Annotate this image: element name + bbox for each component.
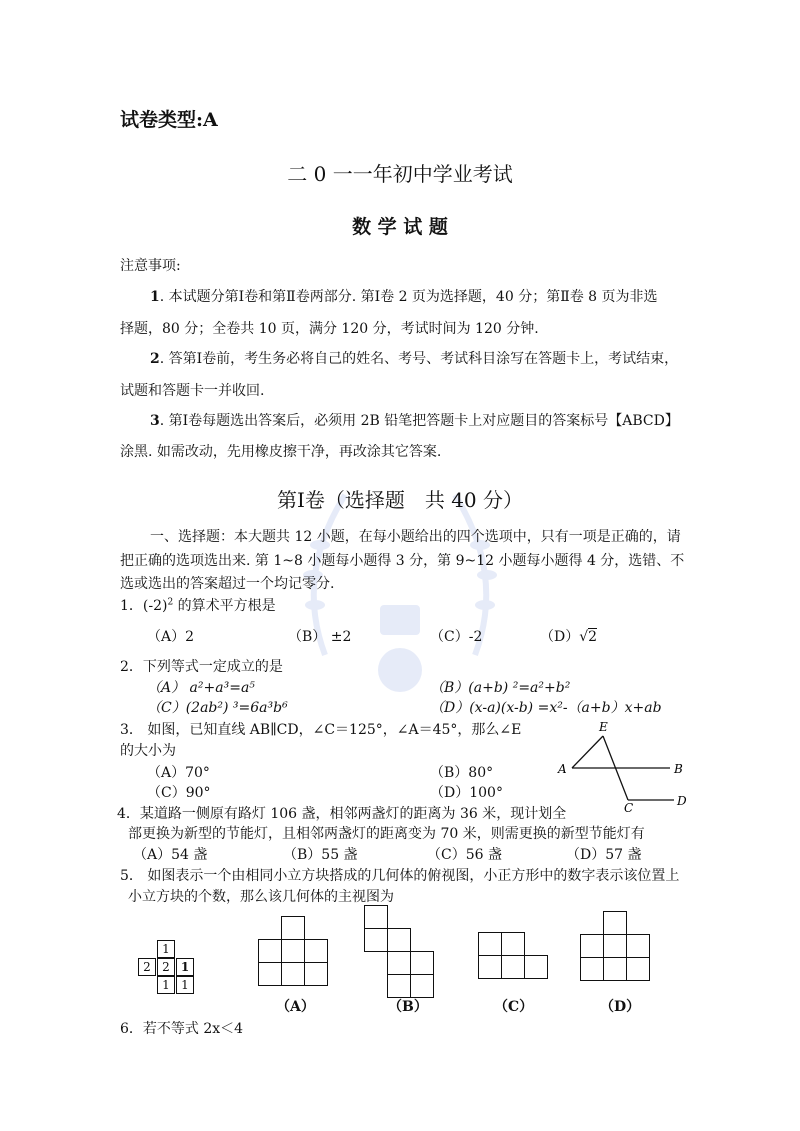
notice-item-1 (150, 286, 658, 306)
cube-square (258, 962, 282, 986)
q3-option-d: （D）100° (430, 785, 503, 801)
notice-item-3-number: 3 (150, 413, 160, 429)
q4-option-d: （D）57 盏 (566, 847, 642, 863)
notice-item-3-line2: 涂黑. 如需改动，先用橡皮擦干净，再改涂其它答案. (120, 444, 442, 460)
notice-item-3 (150, 410, 679, 430)
top-view-cell: 2 (157, 958, 175, 976)
cube-square (603, 934, 627, 958)
exam-title: 二 0 一一年初中学业考试 (287, 162, 513, 186)
q3-stem-line1: 3． 如图，已知直线 AB∥CD，∠C＝125°，∠A＝45°，那么∠E (120, 722, 522, 738)
q5-option-c-figure (478, 932, 558, 982)
q5-option-d-figure (580, 911, 660, 983)
q5-top-view-grid (138, 940, 198, 1000)
cube-square (304, 939, 328, 963)
q1-stem-exponent: 2 (167, 597, 174, 608)
q1-stem (120, 595, 276, 615)
cube-square (626, 957, 650, 981)
cube-square (258, 939, 282, 963)
top-view-cell: 1 (176, 958, 194, 976)
q5-option-a-figure (258, 916, 338, 988)
top-view-cell: 2 (138, 958, 156, 976)
subject-title: 数 学 试 题 (352, 216, 448, 238)
notice-item-2-line1: . 答第Ⅰ卷前，考生务必将自己的姓名、考号、考试科目涂写在答题卡上，考试结束， (159, 351, 679, 367)
q6-stem: 6．若不等式 2x＜4 (120, 1021, 244, 1037)
q1-option-d (540, 626, 597, 646)
notice-heading: 注意事项: (120, 258, 181, 274)
notice-item-1-line1: . 本试题分第Ⅰ卷和第Ⅱ卷两部分. 第Ⅰ卷 2 页为选择题，40 分；第Ⅱ卷 8 页为非选 (159, 289, 658, 305)
cube-square (304, 962, 328, 986)
q5-option-c-label: （C） (494, 999, 534, 1015)
sqrt-symbol-icon: √ (579, 629, 589, 645)
cube-square (478, 932, 502, 956)
cube-square (626, 934, 650, 958)
label-b: B (674, 762, 683, 776)
q1-option-c: （C）-2 (430, 629, 483, 645)
cube-square (501, 932, 525, 956)
cube-square (387, 928, 411, 952)
cube-square (410, 951, 434, 975)
cube-square (410, 974, 434, 998)
label-e: E (599, 720, 608, 734)
cube-square (501, 955, 525, 979)
notice-item-2 (150, 348, 678, 368)
q3-option-b: （B）80° (430, 765, 494, 781)
cube-square (281, 939, 305, 963)
q1-option-d-label: （D） (540, 629, 580, 645)
q5-option-b-figure (364, 905, 444, 997)
top-view-cell: 1 (176, 976, 194, 994)
q1-option-a: （A）2 (147, 629, 195, 645)
q5-option-a-label: （A） (276, 999, 315, 1015)
notice-item-3-line1: . 第Ⅰ卷每题选出答案后，必须用 2B 铅笔把答题卡上对应题目的答案标号【ABCD】 (159, 413, 679, 429)
label-c: C (624, 801, 634, 815)
cube-square (364, 928, 388, 952)
cube-square (603, 911, 627, 935)
notice-item-1-number: 1 (150, 289, 160, 305)
section-intro-line3: 选或选出的答案超过一个均记零分. (120, 576, 335, 592)
label-d: D (677, 794, 687, 808)
paper-type-label: 试卷类型:A (120, 109, 218, 131)
cube-square (281, 962, 305, 986)
line-ae (572, 736, 603, 768)
q2-option-a: （A） a²+a³=a⁵ (147, 680, 255, 696)
q3-geometry-figure (550, 718, 700, 818)
q5-option-d-label: （D） (600, 999, 641, 1015)
q3-option-c: （C）90° (147, 785, 211, 801)
q2-option-d: （D）(x-a)(x-b) =x²-（a+b）x+ab (430, 700, 662, 716)
cube-square (387, 974, 411, 998)
cube-square (478, 955, 502, 979)
cube-square (524, 955, 548, 979)
q5-stem-line1: 5． 如图表示一个由相同小立方块搭成的几何体的俯视图，小正方形中的数字表示该位置上 (120, 868, 680, 884)
q5-stem-line2: 小立方块的个数，那么该几何体的主视图为 (128, 889, 394, 905)
q4-stem-line1: 4．某道路一侧原有路灯 106 盏，相邻两盏灯的距离为 36 米，现计划全 (117, 806, 567, 822)
q2-stem: 2．下列等式一定成立的是 (120, 659, 283, 675)
q3-stem-line2: 的大小为 (120, 743, 176, 759)
section-intro-line1: 一、选择题：本大题共 12 小题，在每小题给出的四个选项中，只有一项是正确的，请 (150, 529, 681, 545)
label-a: A (558, 762, 567, 776)
q2-option-b: （B）(a+b) ²=a²+b² (430, 680, 571, 696)
cube-square (580, 934, 604, 958)
q1-stem-base: 1．(-2) (120, 598, 168, 614)
cube-square (387, 951, 411, 975)
cube-square (580, 957, 604, 981)
cube-square (281, 916, 305, 940)
q3-option-a: （A）70° (147, 765, 210, 781)
cube-square (364, 905, 388, 929)
cube-square (603, 957, 627, 981)
q2-option-c: （C）(2ab²) ³=6a³b⁶ (147, 700, 288, 716)
notice-item-2-number: 2 (150, 351, 160, 367)
q4-option-a: （A）54 盏 (133, 847, 208, 863)
q4-option-b: （B）55 盏 (283, 847, 358, 863)
section-intro-line2: 把正确的选项选出来. 第 1~8 小题每小题得 3 分，第 9~12 小题每小题得 4 分，选错、不 (120, 553, 685, 569)
notice-item-1-line2: 择题，80 分；全卷共 10 页，满分 120 分，考试时间为 120 分钟. (120, 321, 539, 337)
q1-stem-text: 的算术平方根是 (173, 598, 276, 614)
notice-item-2-line2: 试题和答题卡一并收回. (120, 383, 265, 399)
q1-option-d-radicand: 2 (588, 629, 598, 645)
top-view-cell: 1 (157, 940, 175, 958)
q1-option-b: （B） ±2 (288, 629, 352, 645)
q5-option-b-label: （B） (388, 999, 428, 1015)
q4-option-c: （C）56 盏 (427, 847, 502, 863)
top-view-cell: 1 (157, 976, 175, 994)
section-title: 第Ⅰ卷（选择题 共 40 分） (276, 488, 524, 512)
q4-stem-line2: 部更换为新型的节能灯，且相邻两盏灯的距离变为 70 米，则需更换的新型节能灯有 (128, 826, 645, 842)
